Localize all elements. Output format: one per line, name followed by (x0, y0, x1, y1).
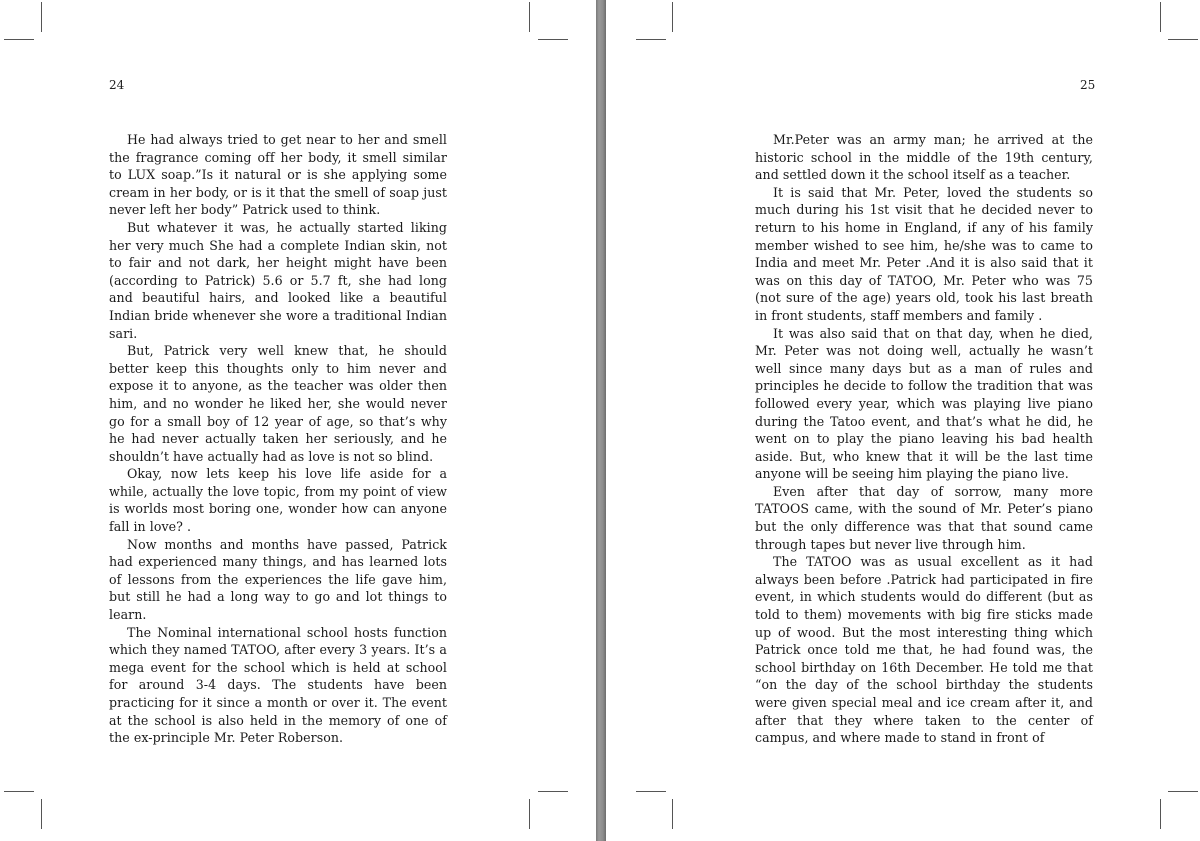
page-number: 24 (109, 78, 125, 92)
crop-mark (4, 791, 34, 792)
page-number: 25 (1080, 78, 1096, 92)
crop-mark (41, 799, 42, 829)
paragraph: It was also said that on that day, when he died, Mr. Peter was not doing well, actually he wasn’t well since many days but as a man of rules and principles he decide to follow the tradition that was followed every year, which was playing live piano during the Tatoo event, and that’s what he did, he went on to play the piano leaving his bad health aside. But, who knew that it will be the last time anyone will be seeing him playing the piano live. (755, 325, 1093, 482)
crop-mark (1168, 39, 1198, 40)
left-page-text (109, 131, 447, 747)
crop-mark (529, 799, 530, 829)
crop-mark (1160, 2, 1161, 32)
crop-mark (538, 39, 568, 40)
left-page (0, 0, 596, 841)
crop-mark (636, 39, 666, 40)
paragraph: Even after that day of sorrow, many more TATOOS came, with the sound of Mr. Peter’s piano but the only difference was that that sound came through tapes but never live through him. (755, 483, 1093, 552)
paragraph: The TATOO was as usual excellent as it had always been before .Patrick had participated in fire event, in which students would do different (but as told to them) movements with big fire sticks made up of wood. But the most interesting thing which Patrick once told me that, he had found was, the school birthday on 16th December. He told me that “on the day of the school birthday the students were given special meal and ice cream after it, and after that they where taken to the center of campus, and where made to stand in front of (755, 554, 1093, 746)
paragraph: Now months and months have passed, Patrick had experienced many things, and has learned lots of lessons from the experiences the life gave him, but still he had a long way to go and lot things to learn. (109, 536, 447, 623)
crop-mark (529, 2, 530, 32)
paragraph: Okay, now lets keep his love life aside for a while, actually the love topic, from my point of view is worlds most boring one, wonder how can anyone fall in love? . (109, 466, 447, 535)
crop-mark (672, 799, 673, 829)
crop-mark (538, 791, 568, 792)
paragraph: The Nominal international school hosts function which they named TATOO, after every 3 years. It’s a mega event for the school which is held at school for around 3-4 days. The students have been practicing for it since a month or over it. The event at the school is also held in the memory of one of the ex-principle Mr. Peter Roberson. (109, 624, 447, 746)
crop-mark (636, 791, 666, 792)
crop-mark (1160, 799, 1161, 829)
right-page-text (755, 131, 1093, 747)
paragraph: It is said that Mr. Peter, loved the students so much during his 1st visit that he decided never to return to his home in England, if any of his family member wished to see him, he/she was to came to India and meet Mr. Peter .And it is also said that it was on this day of TATOO, Mr. Peter who was 75 (not sure of the age) years old, took his last breath in front students, staff members and family . (755, 184, 1093, 323)
crop-mark (1168, 791, 1198, 792)
paragraph: But, Patrick very well knew that, he should better keep this thoughts only to him never and expose it to anyone, as the teacher was older then him, and no wonder he liked her, she would never go for a small boy of 12 year of age, so that’s why he had never actually taken her seriously, and he shouldn’t have actually had as love is not so blind. (109, 343, 447, 464)
paragraph: But whatever it was, he actually started liking her very much She had a complete Indian skin, not to fair and not dark, her height might have been (according to Patrick) 5.6 or 5.7 ft, she had long and beautiful hairs, and looked like a beautiful Indian bride whenever she wore a traditional Indian sari. (109, 219, 447, 341)
page-gutter (596, 0, 606, 841)
crop-mark (41, 2, 42, 32)
crop-mark (4, 39, 34, 40)
paragraph: He had always tried to get near to her and smell the fragrance coming off her body, it smell similar to LUX soap.”Is it natural or is she applying some cream in her body, or is it that the smell of soap just never left her body” Patrick used to think. (109, 132, 447, 218)
crop-mark (672, 2, 673, 32)
paragraph: Mr.Peter was an army man; he arrived at the historic school in the middle of the 19th century, and settled down it the school itself as a teacher. (755, 132, 1093, 183)
